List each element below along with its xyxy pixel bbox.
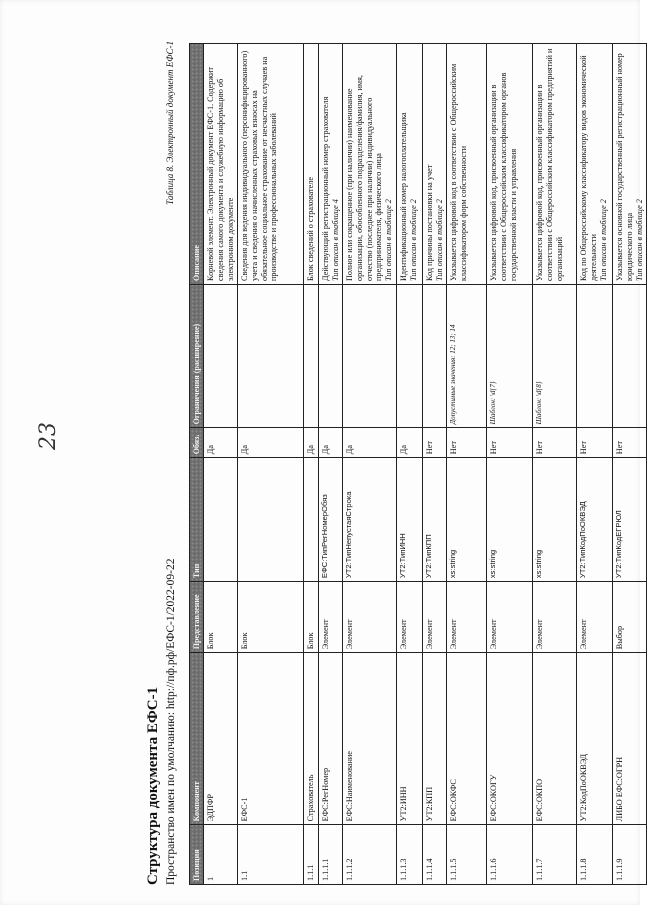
cell-description-text: Код причины постановки на учет [424, 164, 434, 281]
table-row [204, 44, 238, 885]
col-header-position: Позиция [190, 825, 204, 885]
cell-description [487, 44, 533, 285]
cell-description-text: Сведения для ведения индивидуального (персонифицированного) учета и сведения о начисленных страховых взносах на обязательное социальное страхование от несчастных случаев на производстве и профессиональных заболеваний [240, 50, 279, 281]
cell-position-text: 1.1.1.6 [489, 858, 499, 881]
cell-component [343, 653, 396, 825]
cell-type [343, 458, 396, 582]
cell-limits-text: Шаблон: \d{7} [489, 381, 498, 425]
cell-limits [533, 284, 577, 427]
cell-type [304, 458, 319, 582]
cell-required [577, 428, 613, 458]
cell-component-text: ЕФС-1 [240, 797, 250, 822]
cell-type [396, 458, 422, 582]
namespace-line: Пространство имен по умолчанию: http://пф.рф/ЕФС-1/2022-09-22 [165, 558, 177, 885]
cell-limits [238, 284, 304, 427]
cell-representation [238, 582, 304, 653]
cell-representation-text: Элемент [449, 619, 459, 650]
cell-component-text: ЕФС:ОКПО [535, 778, 545, 822]
cell-required-text: Нет [579, 441, 589, 455]
cell-description-text: Блок сведений о страхователе [306, 177, 316, 281]
table-row [577, 44, 613, 885]
table-row [447, 44, 487, 885]
cell-component [447, 653, 487, 825]
cell-required-text: Да [398, 444, 408, 455]
cell-description-text: Указывается основной государственный регистрационный номер юридического лица [615, 53, 634, 281]
cell-component [422, 653, 446, 825]
cell-type [447, 458, 487, 582]
cell-description-text: Указывается цифровой код в соответствии с Общероссийским классификатором форм собственности [449, 63, 468, 281]
cell-description-text: Действующий регистрационный номер страхователя [321, 96, 331, 281]
cell-description [422, 44, 446, 285]
cell-representation-text: Элемент [489, 619, 499, 650]
cell-component [204, 653, 238, 825]
cell-required-text: Нет [449, 441, 459, 455]
cell-component-text: ЕФС:РегНомер [321, 767, 331, 822]
table-row [396, 44, 422, 885]
cell-description [304, 44, 319, 285]
cell-type-text: УТ2:ТипКодЕГРЮЛ [614, 510, 624, 579]
cell-required-text: Да [240, 444, 250, 455]
cell-description [396, 44, 422, 285]
cell-description [238, 44, 304, 285]
cell-position [533, 825, 577, 885]
cell-limits [204, 284, 238, 427]
cell-position [238, 825, 304, 885]
cell-component-text: УТ2:КодПоОКВЭД [579, 753, 589, 822]
cell-required [396, 428, 422, 458]
cell-required [238, 428, 304, 458]
cell-position-text: 1.1.1.9 [615, 858, 625, 881]
cell-required-text: Да [306, 444, 316, 455]
cell-representation [422, 582, 446, 653]
cell-component [304, 653, 319, 825]
cell-component [613, 653, 647, 825]
cell-description [577, 44, 613, 285]
cell-component-text: УТ2:ИНН [398, 786, 408, 822]
cell-required [613, 428, 647, 458]
cell-limits-text: Допустимые значения: 12; 13; 14 [449, 324, 458, 425]
cell-representation [487, 582, 533, 653]
type-note: Тип описан в таблице 2 [384, 199, 394, 281]
cell-component-text: ЕФС:ОКФС [449, 779, 459, 822]
table-row [422, 44, 446, 885]
cell-representation-text: Блок [240, 632, 250, 650]
cell-type [613, 458, 647, 582]
cell-representation [447, 582, 487, 653]
table-caption: Таблица 8. Электронный документ ЕФС-1 [165, 41, 175, 205]
cell-limits [613, 284, 647, 427]
cell-type-text: УТ2:ТипКПП [423, 534, 433, 579]
cell-position [396, 825, 422, 885]
cell-required [319, 428, 343, 458]
cell-representation [577, 582, 613, 653]
cell-component-text: Страхователь [306, 774, 316, 822]
cell-representation [304, 582, 319, 653]
cell-representation [533, 582, 577, 653]
cell-type-text: УТ2:ТипИНН [397, 533, 407, 579]
cell-type [577, 458, 613, 582]
table-row [613, 44, 647, 885]
cell-type-text: УТ2:ТипКодПоОКВЭД [578, 501, 588, 579]
cell-position-text: 1.1.1.5 [449, 858, 459, 881]
cell-representation-text: Элемент [424, 619, 434, 650]
cell-position [487, 825, 533, 885]
cell-description-text: Корневой элемент. Электронный документ ЕФС-1. Содержит сведения самого документа и служебную информацию об электронном документе [206, 67, 235, 281]
cell-representation-text: Элемент [345, 619, 355, 650]
cell-position [447, 825, 487, 885]
cell-representation-text: Выбор [615, 625, 625, 650]
cell-description-text: Указывается цифровой код, присвоенный организации в соответствии с Общероссийским классификатором предприятий и организаций [535, 48, 564, 281]
rotated-content [145, 35, 665, 885]
cell-component-text: ЕФС:Наименование [345, 751, 355, 822]
cell-position [204, 825, 238, 885]
cell-position-text: 1.1.1.7 [535, 858, 545, 881]
cell-required [533, 428, 577, 458]
type-note: Тип описан в таблице 4 [330, 199, 340, 281]
cell-position-text: 1.1.1.8 [579, 858, 589, 881]
cell-position-text: 1.1.1.3 [398, 858, 408, 881]
cell-limits-text: Шаблон: \d{8} [535, 381, 544, 425]
cell-representation-text: Элемент [535, 619, 545, 650]
cell-position-text: 1 [206, 876, 216, 881]
cell-required-text: Нет [615, 441, 625, 455]
cell-component [577, 653, 613, 825]
cell-description [343, 44, 396, 285]
type-note: Тип описан в таблице 2 [408, 199, 418, 281]
col-header-description: Описание [190, 44, 204, 285]
cell-representation-text: Элемент [579, 619, 589, 650]
cell-representation [396, 582, 422, 653]
cell-component-text: ЕФС:ОКОГУ [489, 774, 499, 822]
cell-required [304, 428, 319, 458]
type-note: Тип описан в таблице 2 [598, 199, 608, 281]
table-row [533, 44, 577, 885]
cell-required-text: Да [321, 444, 331, 455]
cell-description [447, 44, 487, 285]
cell-description-text: Полное или сокращенное (при наличии) наименование организации, обособленного подразделения/фамилия, имя, отчество (последнее при наличии) индивидуального предпринимателя, физического лица [345, 75, 384, 281]
cell-required [447, 428, 487, 458]
cell-type-text: xs:string [488, 549, 498, 579]
cell-representation-text: Блок [306, 632, 316, 650]
cell-type-text: xs:string [448, 549, 458, 579]
cell-limits [343, 284, 396, 427]
cell-component [396, 653, 422, 825]
col-header-limits: Ограничения (расширение) [190, 284, 204, 427]
cell-position-text: 1.1.1.4 [424, 858, 434, 881]
col-header-type: Тип [190, 458, 204, 582]
type-note: Тип описан в таблице 2 [434, 199, 444, 281]
col-header-component: Компонент [190, 653, 204, 825]
cell-type [204, 458, 238, 582]
cell-position-text: 1.1.1.1 [321, 858, 331, 881]
cell-required [487, 428, 533, 458]
cell-position-text: 1.1.1.2 [345, 858, 355, 881]
cell-position [304, 825, 319, 885]
cell-component [487, 653, 533, 825]
page-number: 23 [36, 422, 61, 450]
cell-description-text: Указывается цифровой код, присвоенный организации в соответствии с Общероссийским классификатором органов государственной власти и управления [489, 72, 518, 281]
cell-description [613, 44, 647, 285]
cell-type [319, 458, 343, 582]
cell-limits [422, 284, 446, 427]
cell-required-text: Нет [424, 441, 434, 455]
document-title: Структура документа ЕФС-1 [145, 686, 161, 885]
cell-representation-text: Элемент [321, 619, 331, 650]
cell-representation [204, 582, 238, 653]
table-row [304, 44, 319, 885]
cell-representation [613, 582, 647, 653]
cell-component-text: ЛИБО ЕФС:ОГРН [615, 756, 625, 822]
table-row [319, 44, 343, 885]
table-row [238, 44, 304, 885]
cell-required-text: Да [345, 444, 355, 455]
cell-limits [447, 284, 487, 427]
col-header-representation: Представление [190, 582, 204, 653]
cell-position [319, 825, 343, 885]
cell-type-text: xs:string [534, 549, 544, 579]
cell-position [422, 825, 446, 885]
table-row [487, 44, 533, 885]
cell-description-text: Код по Общероссийскому классификатору видов экономической деятельности [579, 55, 598, 281]
cell-position [613, 825, 647, 885]
cell-description [533, 44, 577, 285]
col-header-required: Обяз. [190, 428, 204, 458]
cell-required-text: Нет [489, 441, 499, 455]
table-row [343, 44, 396, 885]
cell-position-text: 1.1.1 [306, 864, 316, 881]
cell-type [238, 458, 304, 582]
cell-required [422, 428, 446, 458]
cell-limits [396, 284, 422, 427]
table-header-row [190, 44, 204, 885]
cell-description [204, 44, 238, 285]
cell-type-text: УТ2:ТипНепустаяСтрока [344, 491, 354, 579]
cell-component-text: ЭДПФР [206, 794, 216, 822]
cell-representation-text: Блок [206, 632, 216, 650]
cell-component [238, 653, 304, 825]
cell-description [319, 44, 343, 285]
cell-required [204, 428, 238, 458]
cell-required-text: Да [206, 444, 216, 455]
cell-limits [487, 284, 533, 427]
cell-required-text: Нет [535, 441, 545, 455]
cell-position [577, 825, 613, 885]
structure-table [189, 43, 647, 885]
cell-representation [343, 582, 396, 653]
cell-representation [319, 582, 343, 653]
cell-type [533, 458, 577, 582]
cell-type-text: ЕФС:ТипРегНомерОбяз [320, 494, 330, 579]
cell-component [533, 653, 577, 825]
cell-position-text: 1.1 [240, 870, 250, 881]
type-note: Тип описан в таблице 2 [634, 199, 644, 281]
cell-limits [304, 284, 319, 427]
cell-component [319, 653, 343, 825]
cell-type [422, 458, 446, 582]
cell-description-text: Идентификационный номер налогоплательщика [398, 112, 408, 281]
cell-limits [319, 284, 343, 427]
cell-component-text: УТ2:КПП [424, 786, 434, 822]
cell-limits [577, 284, 613, 427]
cell-position [343, 825, 396, 885]
cell-type [487, 458, 533, 582]
cell-required [343, 428, 396, 458]
cell-representation-text: Элемент [398, 619, 408, 650]
